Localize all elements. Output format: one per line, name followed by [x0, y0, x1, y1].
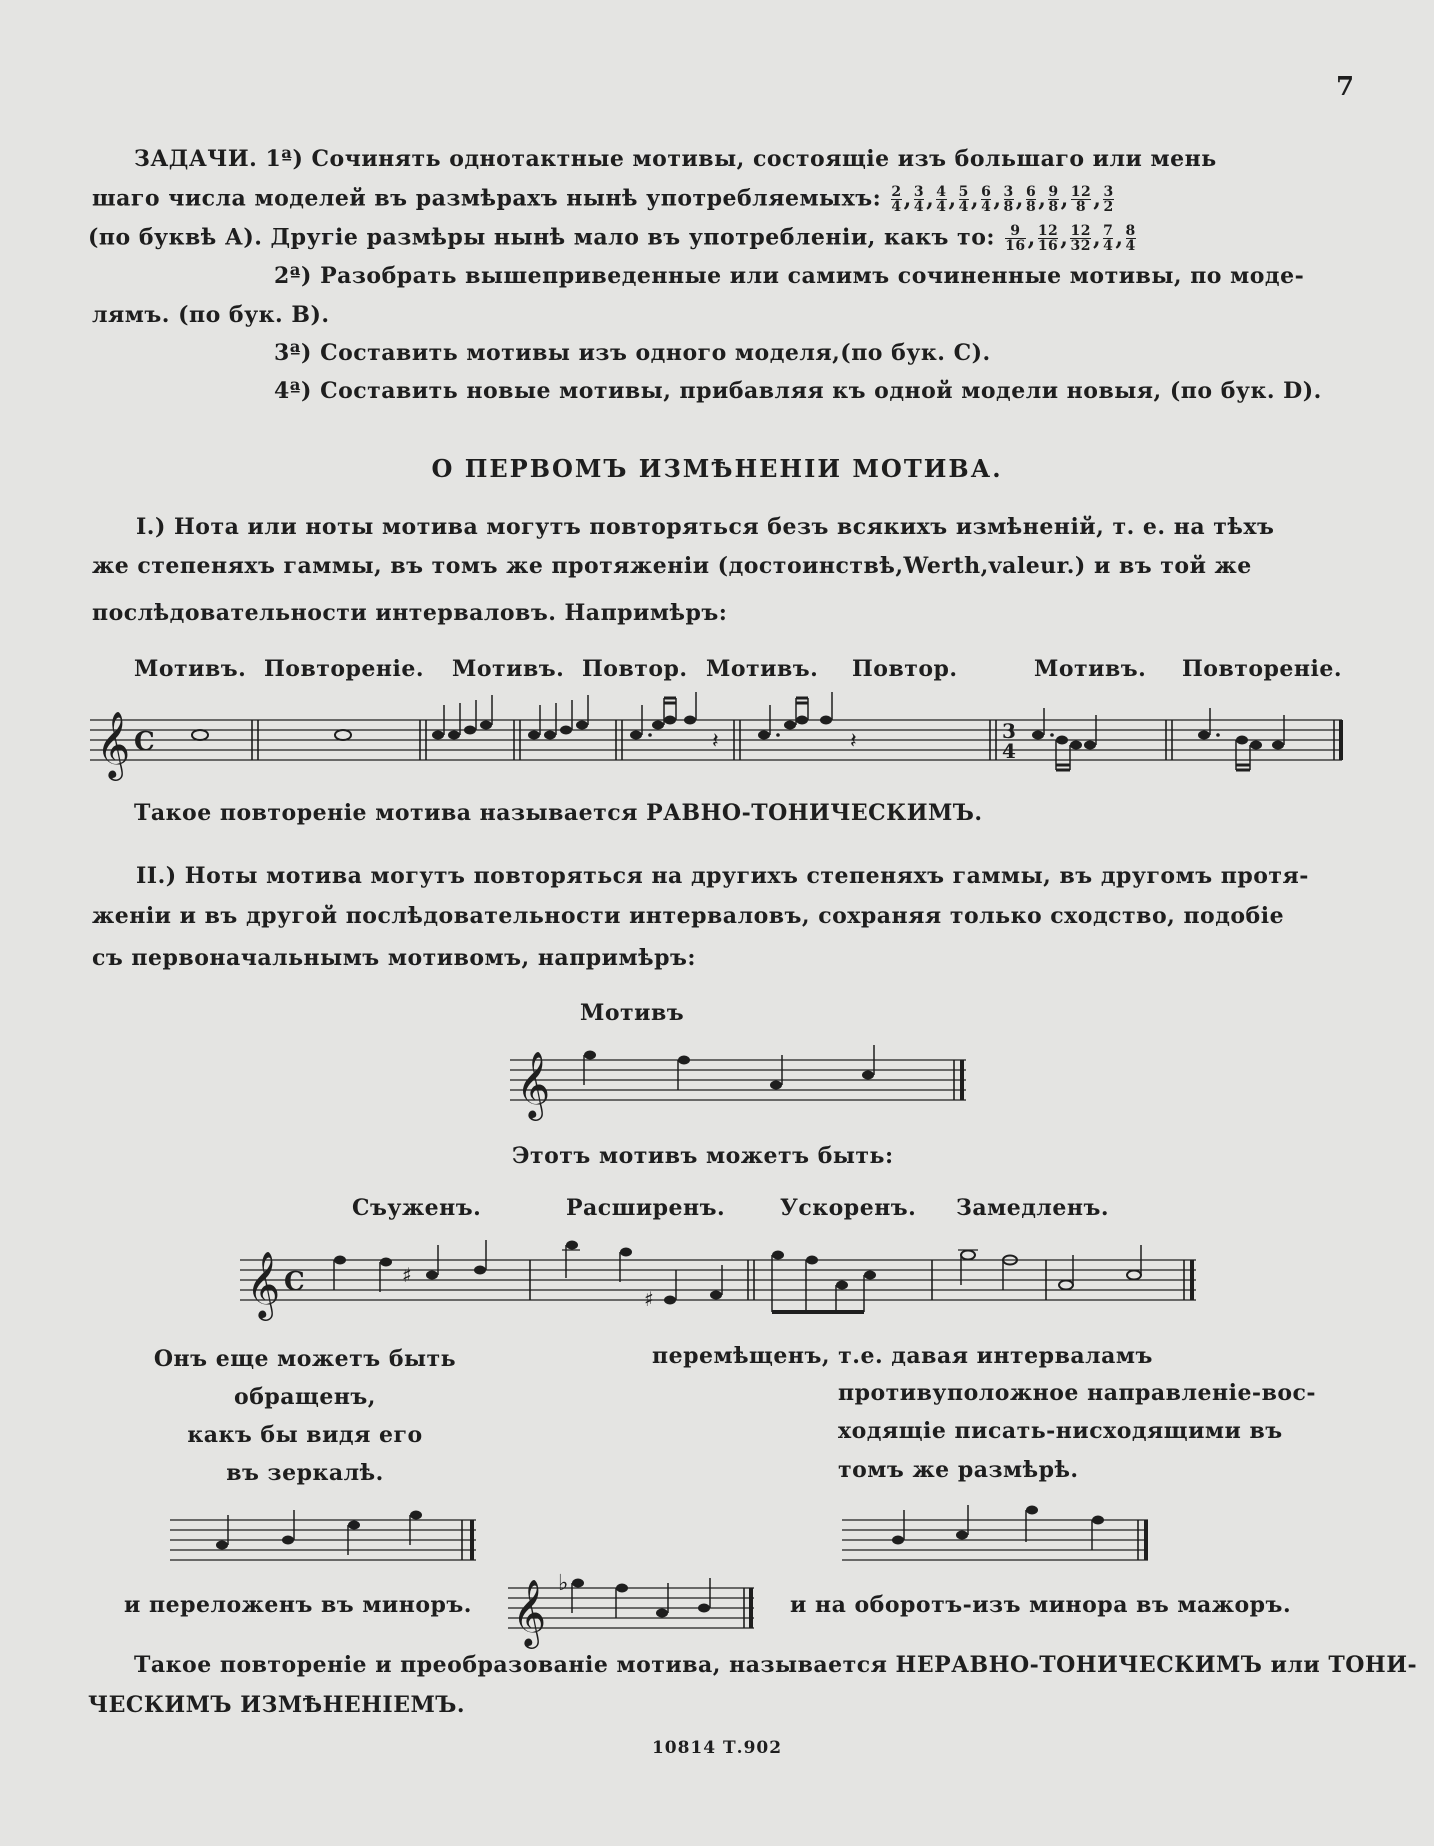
meter-common-4: $\frac{6}{4}$ [981, 184, 992, 215]
treble-clef-icon: 𝄞 [246, 1250, 281, 1318]
time-signature-common: C [284, 1267, 305, 1297]
tasks-line-2-text: шаго числа моделей въ размѣрахъ нынѣ употребляемыхъ: [92, 185, 882, 212]
music-staff-inverted [170, 1500, 480, 1580]
major-transposed-text: и на оборотъ-изъ минора въ мажоръ. [790, 1592, 1292, 1618]
quarter-notes-repeat-2 [528, 695, 588, 740]
inverted-text-3: какъ бы видя его [187, 1422, 423, 1448]
label-repeat-4: Повтореніе. [1182, 656, 1343, 682]
label-motif-4: Мотивъ. [1034, 656, 1147, 682]
minor-transposed-text: и переложенъ въ миноръ. [124, 1592, 472, 1618]
part2-line-2: женіи и въ другой послѣдовательности интерваловъ, сохраняя только сходство, подобіе [92, 903, 1285, 929]
tasks-line-2 [92, 185, 1116, 214]
displaced-text-2: противуположное направленіе-вос- [838, 1380, 1317, 1406]
tasks-line-5: лямъ. (по бук. В). [92, 302, 330, 328]
treble-clef-icon: 𝄞 [516, 1050, 551, 1118]
tasks-line-6: 3ª) Составить мотивы изъ одного моделя,(по бук. С). [274, 340, 991, 366]
treble-clef-icon: 𝄞 [96, 710, 131, 778]
minor-notes [558, 1571, 710, 1618]
time-sig-3: 3 [1002, 719, 1016, 743]
meters-rare-list: $\frac{9}{16}$ , $\frac{12}{16}$ , $\frac{12}{32}$ , $\frac{7}{4}$ , $\frac{8}{4}$ [1005, 223, 1136, 254]
whole-note [335, 730, 351, 740]
notes-repeat-4 [1198, 708, 1284, 770]
label-repeat-3: Повтор. [852, 656, 958, 682]
music-staff-variants [240, 1240, 1200, 1330]
displaced-text-4: томъ же размѣрѣ. [838, 1457, 1079, 1483]
inverted-text-4: въ зеркалѣ. [226, 1460, 384, 1486]
music-staff-equal-tonic [90, 700, 1350, 790]
part1-line-3: послѣдовательности интерваловъ. Напримѣръ: [92, 600, 728, 626]
label-motif-2: Мотивъ. [452, 656, 565, 682]
flat-icon: ♭ [558, 1571, 569, 1596]
whole-note [192, 730, 208, 740]
variant-slowed: Замедленъ. [956, 1195, 1110, 1221]
section-title: О ПЕРВОМЪ ИЗМѢНЕНІИ МОТИВА. [431, 454, 1003, 483]
part1-line-2: же степеняхъ гаммы, въ томъ же протяженіи (достоинствѣ,Werth,valeur.) и въ той же [92, 553, 1252, 579]
motif-can-be: Этотъ мотивъ можетъ быть: [512, 1143, 894, 1169]
inverted-text-1: Онъ еще можетъ быть [153, 1346, 457, 1372]
meter-rare-1: $\frac{12}{16}$ [1037, 223, 1059, 254]
tasks-line-7: 4ª) Составить новые мотивы, прибавляя къ одной модели новыя, (по бук. D). [274, 378, 1322, 404]
footer-catalog-number: 10814 Т.902 [651, 1738, 783, 1758]
time-sig-4: 4 [1002, 739, 1016, 763]
final-line-2: ЧЕСКИМЪ ИЗМѢНЕНІЕМЪ. [88, 1692, 466, 1718]
sharp-icon: ♯ [402, 1263, 412, 1287]
displaced-text-3: ходящіе писать-нисходящими въ [838, 1418, 1283, 1444]
dotted-notes-motif-3 [630, 692, 696, 740]
label-repeat-2: Повтор. [582, 656, 688, 682]
meter-common-9: $\frac{3}{2}$ [1103, 184, 1114, 215]
variant-accelerated: Ускоренъ. [780, 1195, 917, 1221]
page-number: 7 [1336, 72, 1355, 102]
meter-common-7: $\frac{9}{8}$ [1048, 184, 1059, 215]
sharp-icon: ♯ [644, 1287, 654, 1311]
slowed-notes-2 [1059, 1245, 1141, 1290]
music-staff-motif [510, 1040, 970, 1130]
meter-common-0: $\frac{2}{4}$ [891, 184, 902, 215]
inverted-notes [216, 1510, 422, 1555]
equal-tonic-caption: Такое повтореніе мотива называется РАВНО-ТОНИЧЕСКИМЪ. [134, 800, 983, 826]
variant-widened: Расширенъ. [566, 1195, 726, 1221]
rest-icon: 𝄽 [850, 729, 857, 754]
meter-common-2: $\frac{4}{4}$ [936, 184, 947, 215]
label-repeat-1: Повтореніе. [264, 656, 425, 682]
quarter-notes-motif-2 [432, 695, 492, 740]
part2-line-1: II.) Ноты мотива могутъ повторяться на другихъ степеняхъ гаммы, въ другомъ протя- [136, 863, 1309, 889]
part2-line-3: съ первоначальнымъ мотивомъ, напримѣръ: [92, 945, 696, 971]
time-signature-common: C [134, 727, 155, 757]
meter-rare-2: $\frac{12}{32}$ [1070, 223, 1091, 254]
tasks-line-4: 2ª) Разобрать вышеприведенные или самимъ сочиненные мотивы, по моде- [274, 263, 1305, 289]
meter-rare-3: $\frac{7}{4}$ [1103, 223, 1114, 254]
meter-common-3: $\frac{5}{4}$ [958, 184, 969, 215]
meter-common-6: $\frac{6}{8}$ [1025, 184, 1037, 215]
tasks-line-1: ЗАДАЧИ. 1ª) Сочинять однотактные мотивы, состоящіе изъ большаго или мень [134, 146, 1217, 172]
motif-label: Мотивъ [580, 1000, 685, 1026]
narrowed-notes [334, 1240, 486, 1292]
motif-notes [584, 1045, 874, 1090]
dotted-notes-repeat-3 [758, 692, 832, 740]
inverted-text-2: обращенъ, [234, 1384, 376, 1410]
music-staff-displaced [842, 1500, 1152, 1580]
rest-icon: 𝄽 [712, 729, 719, 754]
final-line-1: Такое повтореніе и преобразованіе мотива, называется НЕРАВНО-ТОНИЧЕСКИМЪ или ТОНИ- [134, 1652, 1418, 1678]
tasks-line-3-text: (по буквѣ А). Другіе размѣры нынѣ мало въ употребленіи, какъ то: [88, 224, 995, 251]
displaced-text-1: перемѣщенъ, т.е. давая интерваламъ [652, 1343, 1153, 1369]
meters-common-list: $\frac{2}{4}$ , $\frac{3}{4}$ , $\frac{4}{4}$ , $\frac{5}{4}$ , $\frac{6}{4}$ , $\frac{3}{8}$ , $\frac{6}{8}$ , $\frac{9}{8}$ , $\frac{12}{8}$ , $\frac{3}{2}$ [891, 184, 1114, 215]
meter-rare-0: $\frac{9}{16}$ [1005, 223, 1026, 254]
treble-clef-icon: 𝄞 [512, 1578, 547, 1646]
meter-rare-4: $\frac{8}{4}$ [1125, 223, 1136, 254]
label-motif-3: Мотивъ. [706, 656, 819, 682]
tasks-line-3 [88, 224, 1138, 253]
meter-common-8: $\frac{12}{8}$ [1070, 184, 1092, 215]
meter-common-1: $\frac{3}{4}$ [913, 184, 925, 215]
label-motif-1: Мотивъ. [134, 656, 247, 682]
music-staff-minor [508, 1568, 758, 1658]
variant-narrowed: Съуженъ. [352, 1195, 482, 1221]
notes-motif-4 [1032, 708, 1096, 770]
part1-line-1: I.) Нота или ноты мотива могутъ повторяться безъ всякихъ измѣненій, т. е. на тѣхъ [136, 514, 1275, 540]
displaced-notes [892, 1505, 1104, 1550]
meter-common-5: $\frac{3}{8}$ [1003, 184, 1014, 215]
